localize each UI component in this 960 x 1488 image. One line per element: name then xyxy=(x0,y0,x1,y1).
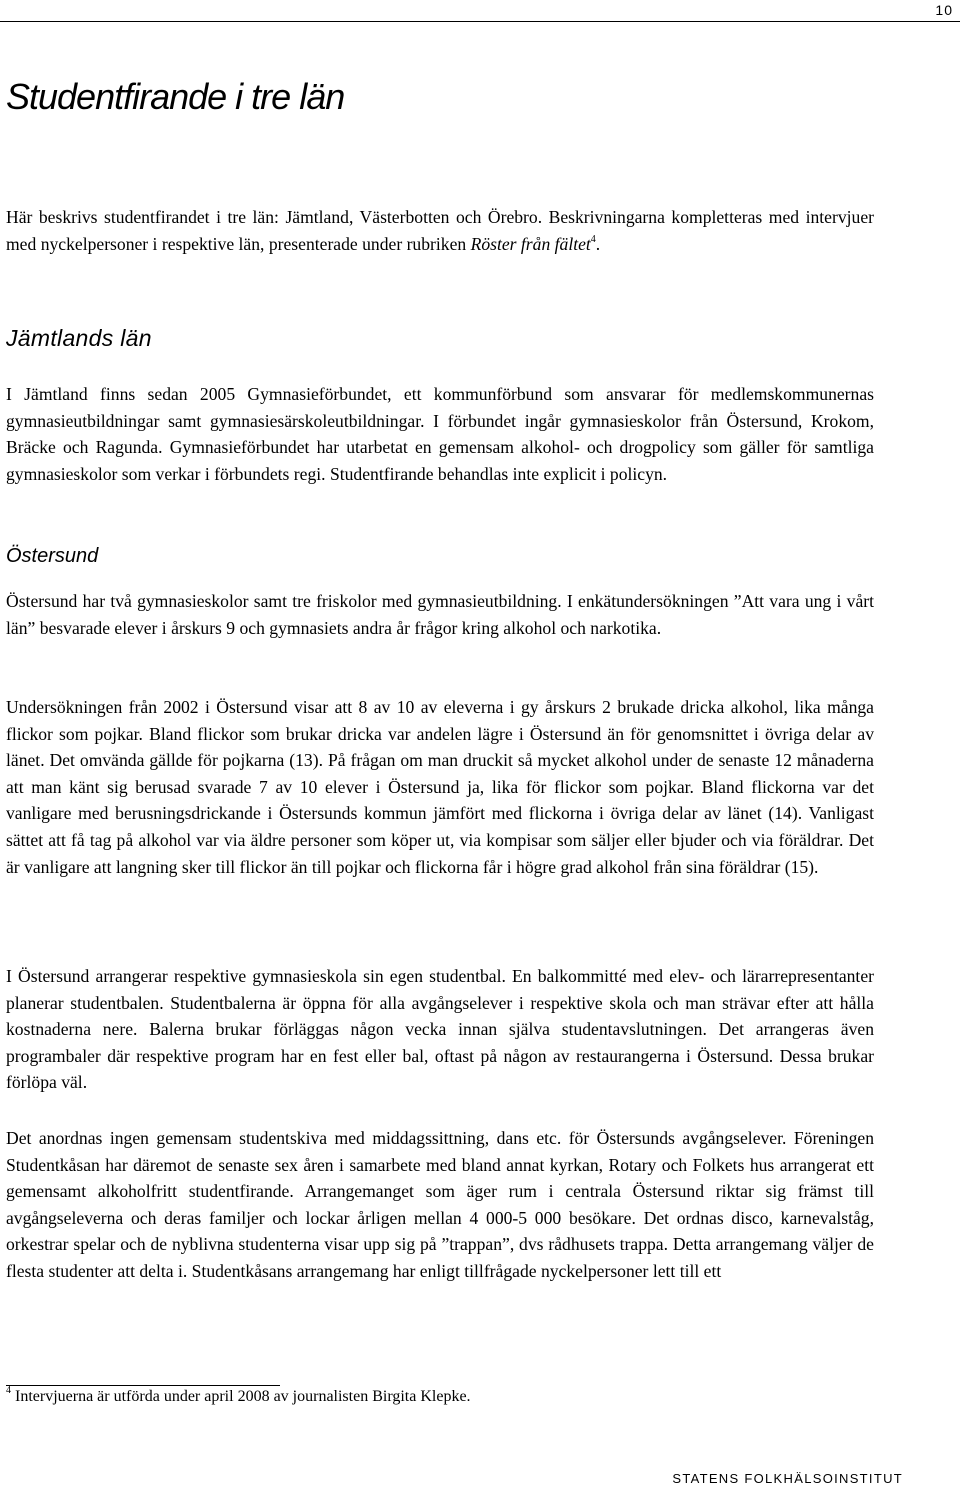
intro-emphasis: Röster från fältet xyxy=(470,233,591,254)
footnote-text: Intervjuerna är utförda under april 2008 av journalisten Birgita Klepke. xyxy=(11,1388,471,1405)
page-title: Studentfirande i tre län xyxy=(6,76,345,117)
paragraph-2: Undersökningen från 2002 i Östersund visar att 8 av 10 av eleverna i gy årskurs 2 brukade dricka alkohol, lika många flickor som pojkar. Bland flickor som brukar dricka var andelen lägre i Östersund än för genomsnittet i övriga delar av länet. Det omvända gällde för pojkarna (13). På frågan om man druckit så mycket alkohol under de senaste 12 månaderna att man känt sig berusad svarade 7 av 10 elever i Östersund ja, lika för flickor som pojkar. Bland flickorna var det vanligare med berusningsdrickande i Östersunds kommun jämfört med flickorna i övriga delar av länet (14). Vanligast sättet att få tag på alkohol var via äldre personer som köper ut, via kompisar som säljer eller bjuder och via föräldrar. Det är vanligare att langning sker till flickor än till pojkar och flickorna får i högre grad alkohol från sina föräldrar (15). xyxy=(6,697,874,877)
footnote-marker: 4 xyxy=(6,1385,11,1396)
footnote-reference[interactable]: 4 xyxy=(590,233,596,245)
page-number: 10 xyxy=(935,2,953,18)
footnote xyxy=(6,1384,471,1410)
intro-end: . xyxy=(595,233,601,254)
subsection-heading: Östersund xyxy=(6,545,99,567)
paragraph-3: I Östersund arrangerar respektive gymnasieskola sin egen studentbal. En balkommitté med elev- och lärarrepresentanter planerar studentbalen. Studentbalerna är öppna för alla avgångselever i respektive skola och man strävar efter att hålla kostnaderna nere. Balerna brukar förläggas någon vecka innan själva studentavslutningen. Det arrangeras även programbaler där respektive program har en fest eller bal, oftast på någon av restaurangerna i Östersund. Dessa brukar förlöpa väl. xyxy=(6,966,874,1093)
section-paragraph: I Jämtland finns sedan 2005 Gymnasieförbundet, ett kommunförbund som ansvarar för medlemskommunernas gymnasieutbildningar samt gymnasiesärskoleutbildningar. I förbundet ingår gymnasieskolor från Östersund, Krokom, Bräcke och Ragunda. Gymnasieförbundet har utarbetat en gemensam alkohol- och drogpolicy som gäller för samtliga gymnasieskolor som verkar i förbundets regi. Studentfirande behandlas inte explicit i policyn. xyxy=(6,384,874,484)
header-rule xyxy=(0,21,960,22)
intro-paragraph xyxy=(6,204,874,257)
footer-publisher: STATENS FOLKHÄLSOINSTITUT xyxy=(672,1471,903,1486)
intro-text: Här beskrivs studentfirandet i tre län: Jämtland, Västerbotten och Örebro. Beskrivningarna kompletteras med intervjuer med nyckelpersoner i respektive län, presenterade under rubriken xyxy=(6,207,874,254)
section-heading: Jämtlands län xyxy=(6,325,152,351)
paragraph-1: Östersund har två gymnasieskolor samt tre friskolor med gymnasieutbildning. I enkätundersökningen ”Att vara ung i vårt län” besvarade elever i årskurs 9 och gymnasiets andra år frågor kring alkohol och narkotika. xyxy=(6,591,874,638)
paragraph-4: Det anordnas ingen gemensam studentskiva med middagssittning, dans etc. för Östersunds avgångselever. Föreningen Studentkåsan har däremot de senaste sex åren i samarbete med bland annat kyrkan, Rotary och Folkets hus arrangerat ett gemensamt alkoholfritt studentfirande. Arrangemanget som äger rum i centrala Östersund riktar sig främst till avgångseleverna och deras familjer och lockar årligen mellan 4 000-5 000 besökare. Det ordnas disco, karnevalståg, orkestrar spelar och de nyblivna studenterna visar upp sig på ”trappan”, dvs rådhusets trappa. Detta arrangemang väljer de flesta studenter att delta i. Studentkåsans arrangemang har enligt tillfrågade nyckelpersoner lett till ett xyxy=(6,1128,874,1281)
